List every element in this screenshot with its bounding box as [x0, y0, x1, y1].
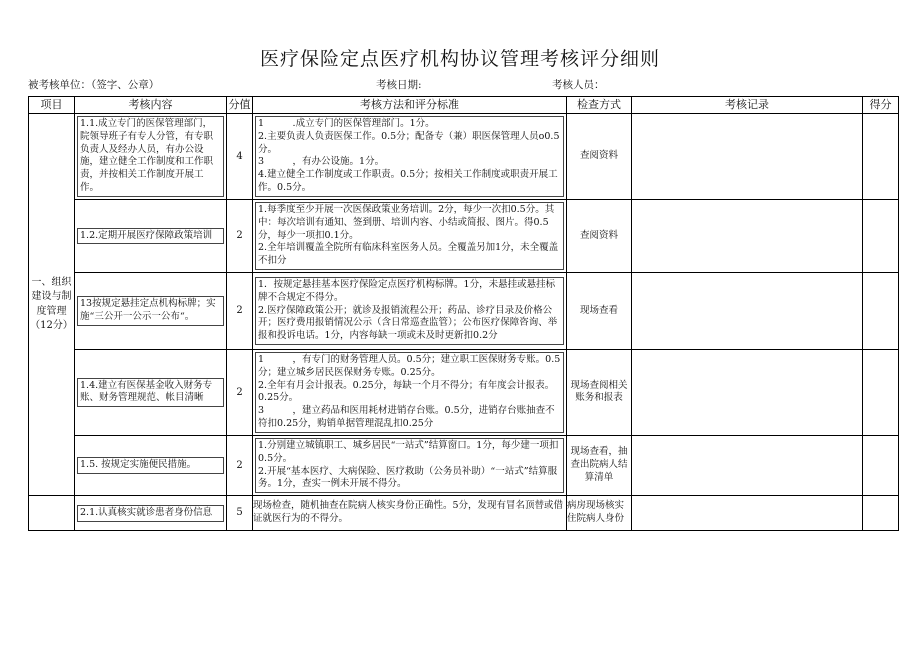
- method-cell: [253, 496, 567, 531]
- method-line: 1 ，有专门的财务管理人员。0.5分；建立职工医保财务专账。0.5分；建立城乡居民医保财务专账。0.25分。: [258, 354, 561, 378]
- record-cell[interactable]: [632, 435, 863, 495]
- assessor-label: 考核人员：: [552, 79, 605, 91]
- method-cell: [255, 352, 564, 433]
- assessed-unit-label: 被考核单位：（签字、公章）: [28, 79, 160, 91]
- table-row: [29, 199, 899, 272]
- inspection-cell: 病房现场核实住院病人身份: [567, 496, 632, 531]
- points-cell: 2: [227, 435, 253, 495]
- inspection-cell: 查阅资料: [567, 199, 632, 272]
- method-line: 2.医疗保障政策公开；就诊及报销流程公开；药品、诊疗目录及价格公开；医疗费用报销情况公示（含日常巡查监管）；公布医疗保障咨询、举报和投诉电话。1分，内容每缺一项或未及时更新扣0.2分: [258, 304, 558, 342]
- header-item: 项目: [29, 97, 75, 114]
- method-cell: [255, 116, 564, 197]
- table-row: [29, 496, 899, 531]
- points-cell: 2: [227, 272, 253, 349]
- method-line: 现场检查，随机抽查在院病人核实身份正确性。5分，发现有冒名顶替或借证就医行为的不得分。: [253, 500, 564, 525]
- score-cell[interactable]: [863, 114, 899, 200]
- content-cell: 1.4.建立有医保基金收入财务专账、财务管理规范、帐目清晰: [77, 378, 224, 408]
- method-line: 3 ，有办公设施。1分。: [258, 156, 385, 168]
- method-line: 2.全年培训覆盖全院所有临床科室医务人员。全覆盖另加1分，未全覆盖不扣分: [258, 242, 559, 267]
- points-cell: 5: [227, 496, 253, 531]
- method-cell: [255, 438, 564, 493]
- score-cell[interactable]: [863, 496, 899, 531]
- table-row: [29, 435, 899, 495]
- content-cell: 1.1.成立专门的医保管理部门，院领导班子有专人分管，有专职负责人及经办人员，有办公设施，建立健全工作制度和工作职责，并按相关工作制度开展工作。: [77, 116, 224, 197]
- content-cell: 13按规定悬挂定点机构标牌；实施“三公开一公示一公布“。: [77, 296, 224, 326]
- method-line: 4.建立健全工作制度或工作职责。0.5分；按相关工作制度或职责开展工作。0.5分。: [258, 169, 558, 194]
- section-name: [29, 496, 75, 531]
- section-name: 一、组织建设与制度管理（12分）: [29, 114, 75, 496]
- score-cell[interactable]: [863, 199, 899, 272]
- record-cell[interactable]: [632, 199, 863, 272]
- header-record: 考核记录: [632, 97, 863, 114]
- method-line: 1．按规定悬挂基本医疗保险定点医疗机构标牌。1分，未悬挂或悬挂标牌不合规定不得分。: [258, 278, 556, 303]
- header-inspection: 检查方式: [567, 97, 632, 114]
- inspection-cell: 现场查看: [567, 272, 632, 349]
- content-cell: 1.5. 按规定实施便民措施。: [77, 457, 224, 474]
- header-content: 考核内容: [75, 97, 227, 114]
- record-cell[interactable]: [632, 349, 863, 435]
- inspection-cell: 现场查看，抽查出院病人结算清单: [567, 435, 632, 495]
- method-line: 3 ，建立药品和医用耗材进销存台账。0.5分，进销存台账抽查不符扣0.25分，购销单据管理混乱扣0.25分: [258, 405, 555, 430]
- record-cell[interactable]: [632, 496, 863, 531]
- header-method: 考核方法和评分标准: [253, 97, 567, 114]
- method-line: 1.分别建立城镇职工、城乡居民“一站式”结算窗口。1分，每少建一项扣0.5分。: [258, 439, 559, 464]
- content-cell: 2.1.认真核实就诊患者身份信息: [77, 505, 224, 522]
- method-line: 1.每季度至少开展一次医保政策业务培训。2分，每少一次扣0.5分。其中：每次培训有通知、签到册、培训内容、小结或简报、图片。得0.5分，每少一项扣0.1分。: [258, 203, 555, 241]
- record-cell[interactable]: [632, 114, 863, 200]
- table-row: [29, 114, 899, 200]
- score-cell[interactable]: [863, 349, 899, 435]
- method-line: 2.全年有月会计报表。0.25分，每缺一个月不得分；有年度会计报表。0.25分。: [258, 379, 555, 404]
- header-score: 得分: [863, 97, 899, 114]
- inspection-cell: 查阅资料: [567, 114, 632, 200]
- assessment-table: [28, 96, 899, 531]
- method-line: 2.主要负责人负责医保工作。0.5分；配备专（兼）职医保管理人员o0.5分。: [258, 130, 560, 155]
- content-cell: 1.2.定期开展医疗保障政策培训: [77, 228, 224, 245]
- page-title: 医疗保险定点医疗机构协议管理考核评分细则: [259, 48, 660, 70]
- assessment-date-label: 考核日期:: [376, 79, 422, 91]
- score-cell[interactable]: [863, 435, 899, 495]
- inspection-cell: 现场查阅相关账务和报表: [567, 349, 632, 435]
- points-cell: 2: [227, 199, 253, 272]
- method-line: 2.开展“基本医疗、大病保险、医疗救助（公务员补助）“一站式”结算服务。1分，查实一例未开展不得分。: [258, 465, 558, 490]
- table-header-row: [29, 97, 899, 114]
- method-line: 1 .成立专门的医保管理部门。1分。: [258, 118, 435, 129]
- header-points: 分值: [227, 97, 253, 114]
- points-cell: 2: [227, 349, 253, 435]
- score-cell[interactable]: [863, 272, 899, 349]
- table-row: [29, 272, 899, 349]
- table-row: [29, 349, 899, 435]
- method-cell: [255, 202, 564, 270]
- points-cell: 4: [227, 114, 253, 200]
- method-cell: [255, 277, 564, 345]
- record-cell[interactable]: [632, 272, 863, 349]
